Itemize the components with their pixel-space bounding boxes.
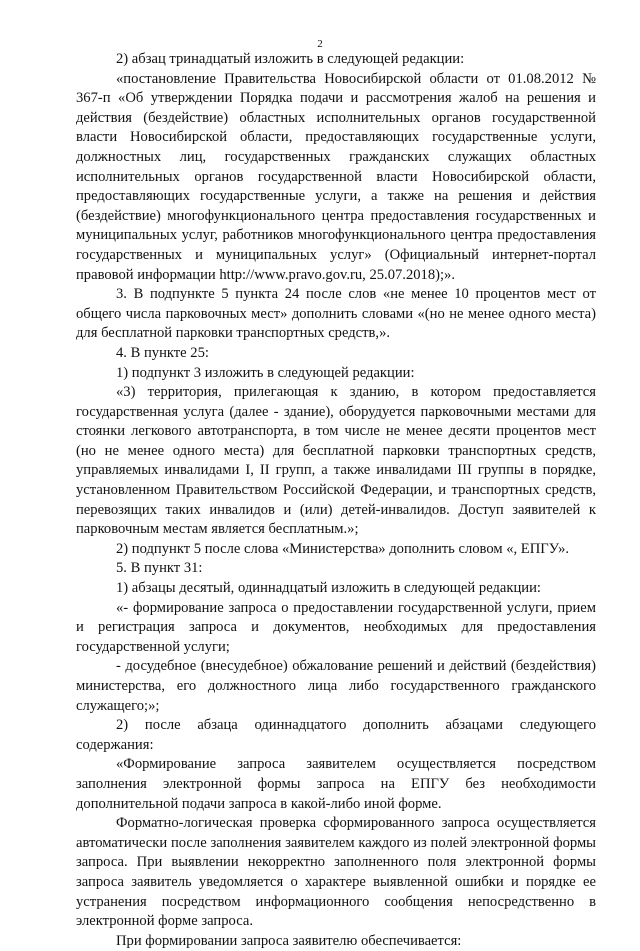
- paragraph-7: 2) подпункт 5 после слова «Министерства» дополнить словом «, ЕПГУ».: [116, 540, 570, 557]
- paragraph-13: «Формирование запроса заявителем осуществляется посредством заполнения электронной формы запроса на ЕПГУ без необходимости дополнительной подачи запроса в какой-либо иной форме.: [76, 756, 596, 812]
- paragraph-11: - досудебное (внесудебное) обжалование решений и действий (бездействия) министерства, его должностного лица либо государственного гражданского служащего;»;: [76, 658, 596, 714]
- paragraph-8: 5. В пункт 31:: [116, 560, 203, 577]
- page-number: 2: [317, 38, 323, 50]
- paragraph-4: 4. В пункте 25:: [116, 344, 209, 361]
- paragraph-14: Форматно-логическая проверка сформированного запроса осуществляется автоматически после заполнения заявителем каждого из полей электронной формы запроса. При выявлении некорректно заполненного поля электронной формы запроса заявитель уведомляется о характере выявленной ошибки и порядке ее устранения посредством информационного сообщения непосредственно в электронной форме запроса.: [76, 815, 596, 930]
- document-body: [76, 50, 596, 951]
- paragraph-12: 2) после абзаца одиннадцатого дополнить абзацами следующего содержания:: [76, 717, 596, 753]
- paragraph-2: «постановление Правительства Новосибирской области от 01.08.2012 № 367-п «Об утверждении Порядка подачи и рассмотрения жалоб на решения и действия (бездействие) областных исполнительных органов государственной власти Новосибирской области, предоставляющих государственные услуги, должностных лиц, государственных гражданских служащих областных исполнительных органов государственной власти Новосибирской области, предоставляющих государственные услуги, а также на решения и действия (бездействие) многофункционального центра предоставления государственных и муниципальных услуг, работников многофункционального центра предоставления государственных и муниципальных услуг» (Официальный интернет-портал правовой информации http://www.pravo.gov.ru, 25.07.2018);».: [76, 70, 596, 283]
- paragraph-1: 2) абзац тринадцатый изложить в следующей редакции:: [116, 51, 465, 67]
- paragraph-15: При формировании запроса заявителю обеспечивается:: [116, 932, 462, 949]
- paragraph-9: 1) абзацы десятый, одиннадцатый изложить в следующей редакции:: [116, 580, 541, 597]
- paragraph-6: «3) территория, прилегающая к зданию, в котором предоставляется государственная услуга (далее - здание), оборудуется парковочными местами для стоянки легкового автотранспорта, в том числе не менее десяти процентов мест (но не менее одного места) для бесплатной парковки транспортных средств, управляемых инвалидами I, II групп, а также инвалидами III группы в порядке, установленном Правительством Российской Федерации, и транспортных средств, перевозящих таких инвалидов и (или) детей-инвалидов. Доступ заявителей к парковочным местам является бесплатным.»;: [76, 384, 596, 538]
- paragraph-3: 3. В подпункте 5 пункта 24 после слов «не менее 10 процентов мест от общего числа парковочных мест» дополнить словами «(но не менее одного места) для бесплатной парковки транспортных средств,».: [76, 286, 596, 342]
- paragraph-10: «- формирование запроса о предоставлении государственной услуги, прием и регистрация запроса и документов, необходимых для предоставления государственной услуги;: [76, 599, 596, 655]
- paragraph-5: 1) подпункт 3 изложить в следующей редакции:: [116, 364, 415, 381]
